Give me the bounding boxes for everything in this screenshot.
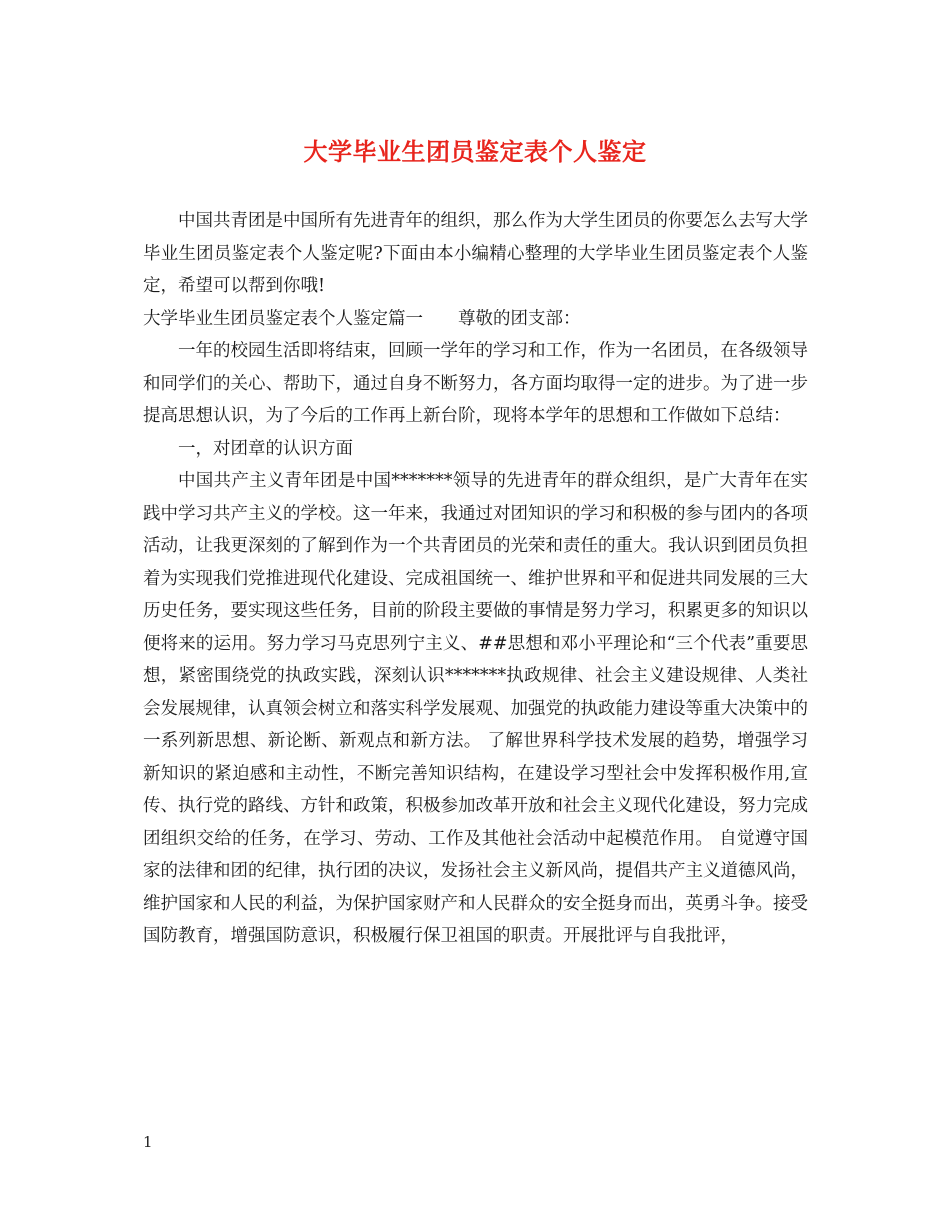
page-number: 1 bbox=[143, 1133, 153, 1151]
document-body bbox=[143, 205, 808, 953]
league-charter-paragraph: 中国共产主义青年团是中国*******领导的先进青年的群众组织，是广大青年在实践中学习共产主义的学校。这一年来，我通过对团知识的学习和积极的参与团内的各项活动，让我更深刻的了解到作为一个共青团员的光荣和责任的重大。我认识到团员负担着为实现我们党推进现代化建设、完成祖国统一、维护世界和平和促进共同发展的三大历史任务，要实现这些任务，目前的阶段主要做的事情是努力学习，积累更多的知识以便将来的运用。努力学习马克思列宁主义、##思想和邓小平理论和“三个代表”重要思想，紧密围绕党的执政实践，深刻认识*******执政规律、社会主义建设规律、人类社会发展规律，认真领会树立和落实科学发展观、加强党的执政能力建设等重大决策中的一系列新思想、新论断、新观点和新方法。 了解世界科学技术发展的趋势，增强学习新知识的紧迫感和主动性，不断完善知识结构，在建设学习型社会中发挥积极作用,宣传、执行党的路线、方针和政策，积极参加改革开放和社会主义现代化建设，努力完成团组织交给的任务，在学习、劳动、工作及其他社会活动中起模范作用。 自觉遵守国家的法律和团的纪律，执行团的决议，发扬社会主义新风尚，提倡共产主义道德风尚，维护国家和人民的利益，为保护国家财产和人民群众的安全挺身而出，英勇斗争。接受国防教育，增强国防意识，积极履行保卫祖国的职责。开展批评与自我批评， bbox=[143, 471, 808, 946]
intro-paragraph: 中国共青团是中国所有先进青年的组织，那么作为大学生团员的你要怎么去写大学毕业生团员鉴定表个人鉴定呢?下面由本小编精心整理的大学毕业生团员鉴定表个人鉴定，希望可以帮到你哦! bbox=[143, 211, 808, 296]
subsection-heading: 一，对团章的认识方面 bbox=[178, 438, 353, 459]
summary-paragraph: 一年的校园生活即将结束，回顾一学年的学习和工作，作为一名团员，在各级领导和同学们的关心、帮助下，通过自身不断努力，各方面均取得一定的进步。为了进一步提高思想认识，为了今后的工作再上新台阶，现将本学年的思想和工作做如下总结： bbox=[143, 341, 808, 426]
section-heading-line: 大学毕业生团员鉴定表个人鉴定篇一 尊敬的团支部： bbox=[143, 308, 581, 329]
document-title: 大学毕业生团员鉴定表个人鉴定 bbox=[303, 137, 647, 166]
